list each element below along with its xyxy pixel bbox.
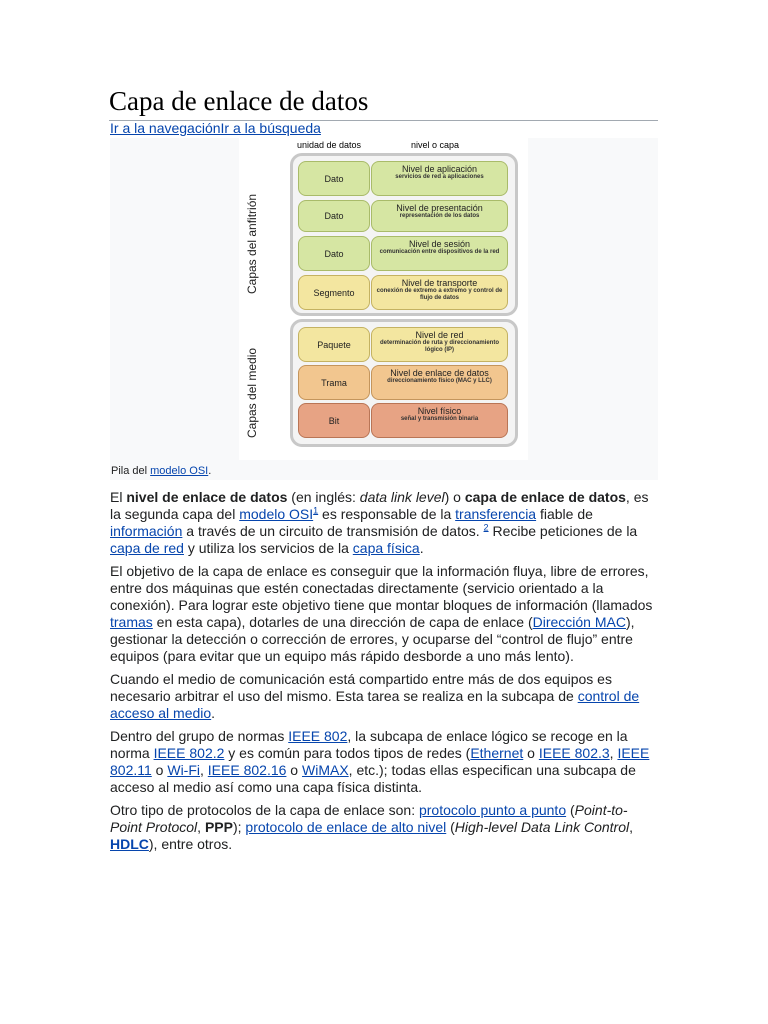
link-informacion[interactable]: información (110, 523, 183, 539)
caption-suffix: . (208, 465, 212, 477)
jump-to-navigation-link[interactable]: Ir a la navegación (110, 120, 221, 136)
link-wimax[interactable]: WiMAX (302, 762, 349, 778)
layer-session-desc: comunicación entre dispositivos de la red (379, 249, 500, 255)
link-ieee-802-3[interactable]: IEEE 802.3 (538, 745, 610, 761)
header-data-unit: unidad de datos (297, 140, 362, 150)
caption-prefix: Pila del (111, 465, 151, 477)
link-ppp[interactable]: protocolo punto a punto (418, 802, 567, 818)
link-capa-fisica[interactable]: capa física (352, 540, 420, 556)
unit-paquete: Paquete (298, 327, 370, 362)
link-ieee-802[interactable]: IEEE 802 (288, 728, 348, 744)
link-wifi[interactable]: Wi-Fi (167, 762, 201, 778)
layer-network-name: Nivel de red (415, 330, 464, 340)
link-hdlc-protocol[interactable]: protocolo de enlace de alto nivel (245, 819, 447, 835)
media-layers-label: Capas del medio (245, 347, 259, 438)
layer-datalink (371, 365, 508, 400)
layer-presentation (371, 200, 508, 232)
page-title: Capa de enlace de datos (109, 84, 658, 121)
link-ethernet[interactable]: Ethernet (470, 745, 524, 761)
link-capa-de-red[interactable]: capa de red (110, 540, 184, 556)
host-layers-label: Capas del anfitrión (245, 193, 259, 294)
osi-figure (110, 138, 658, 480)
link-hdlc[interactable]: HDLC (110, 836, 149, 852)
osi-diagram (239, 138, 528, 460)
layer-datalink-name: Nivel de enlace de datos (390, 368, 489, 378)
link-tramas[interactable]: tramas (110, 614, 153, 630)
paragraph-objective: El objetivo de la capa de enlace es conseguir que la información fluya, libre de errores, entre dos máquinas que estén conectadas directamente (servicio orientado a la conexión). Para lograr este objetivo tiene que montar bloques de información (llamados tramas en esta capa), dotarles de una dirección de capa de enlace (Dirección MAC), gestionar la detección o corrección de errores, y ocuparse del “control de flujo” entre equipos (para evitar que un equipo más rápido desborde a uno más lento). (110, 563, 653, 664)
link-ieee-802-2[interactable]: IEEE 802.2 (153, 745, 225, 761)
paragraph-ieee: Dentro del grupo de normas IEEE 802, la subcapa de enlace lógico se recoge en la norma IEEE 802.2 y es común para todos tipos de redes (Ethernet o IEEE 802.3, IEEE 802.11 o Wi-Fi, IEEE 802.16 o WiMAX, etc.); todas ellas especifican una subcapa de acceso al medio así como una capa física distinta. (110, 728, 650, 795)
jump-links (110, 120, 321, 136)
article-body (110, 489, 658, 859)
paragraph-intro: El nivel de enlace de datos (en inglés: data link level) o capa de enlace de datos, es la segunda capa del modelo OSI$^1$ es responsable de la transferencia fiable de información a través de un circuito de transmisión de datos. $^2$ Recibe peticiones de la capa de red y utiliza los servicios de la capa física. (110, 489, 649, 556)
layer-physical (371, 403, 508, 438)
link-modelo-osi[interactable]: modelo OSI (239, 506, 314, 522)
layer-presentation-name: Nivel de presentación (396, 203, 483, 213)
paragraph-protocols: Otro tipo de protocolos de la capa de enlace son: protocolo punto a punto (Point-to-Point Protocol, PPP); protocolo de enlace de alto nivel (High-level Data Link Control, HDLC), entre otros. (110, 802, 633, 852)
layer-application-name: Nivel de aplicación (401, 164, 478, 174)
layer-network (371, 327, 508, 362)
unit-trama: Trama (298, 365, 370, 400)
unit-segmento: Segmento (298, 275, 370, 310)
ref-1[interactable]: 1 (313, 505, 319, 516)
layer-application-desc: servicios de red a aplicaciones (395, 174, 484, 180)
unit-bit: Bit (298, 403, 370, 438)
caption-osi-link[interactable]: modelo OSI (150, 465, 209, 477)
link-ieee-802-16[interactable]: IEEE 802.16 (207, 762, 287, 778)
layer-presentation-desc: representación de los datos (399, 213, 480, 219)
header-layer: nivel o capa (411, 140, 460, 150)
jump-to-search-link[interactable]: Ir a la búsqueda (220, 120, 321, 136)
unit-dato-2: Dato (298, 200, 370, 232)
ref-2[interactable]: 2 (483, 522, 489, 533)
layer-session-name: Nivel de sesión (408, 239, 471, 249)
figure-caption (111, 465, 211, 477)
link-control-acceso-medio[interactable]: control de acceso al medio (110, 688, 640, 721)
layer-transport-desc: conexión de extremo a extremo y control de flujo de datos (376, 288, 503, 301)
layer-transport-name: Nivel de transporte (401, 278, 478, 288)
link-transferencia[interactable]: transferencia (455, 506, 537, 522)
layer-transport (371, 275, 508, 310)
layer-network-desc: determinación de ruta y direccionamiento lógico (IP) (379, 340, 500, 353)
paragraph-shared-medium: Cuando el medio de comunicación está compartido entre más de dos equipos es necesario arbitrar el uso del mismo. Esta tarea se realiza en la subcapa de control de acceso al medio. (110, 671, 640, 721)
layer-datalink-desc: direccionamiento físico (MAC y LLC) (387, 378, 492, 384)
layer-session (371, 236, 508, 271)
layer-physical-desc: señal y transmisión binaria (400, 416, 479, 422)
unit-dato-1: Dato (298, 161, 370, 196)
layer-application (371, 161, 508, 196)
link-ieee-802-11[interactable]: IEEE 802.11 (110, 745, 650, 778)
layer-physical-name: Nivel físico (417, 406, 462, 416)
link-direccion-mac[interactable]: Dirección MAC (532, 614, 626, 630)
unit-dato-3: Dato (298, 236, 370, 271)
